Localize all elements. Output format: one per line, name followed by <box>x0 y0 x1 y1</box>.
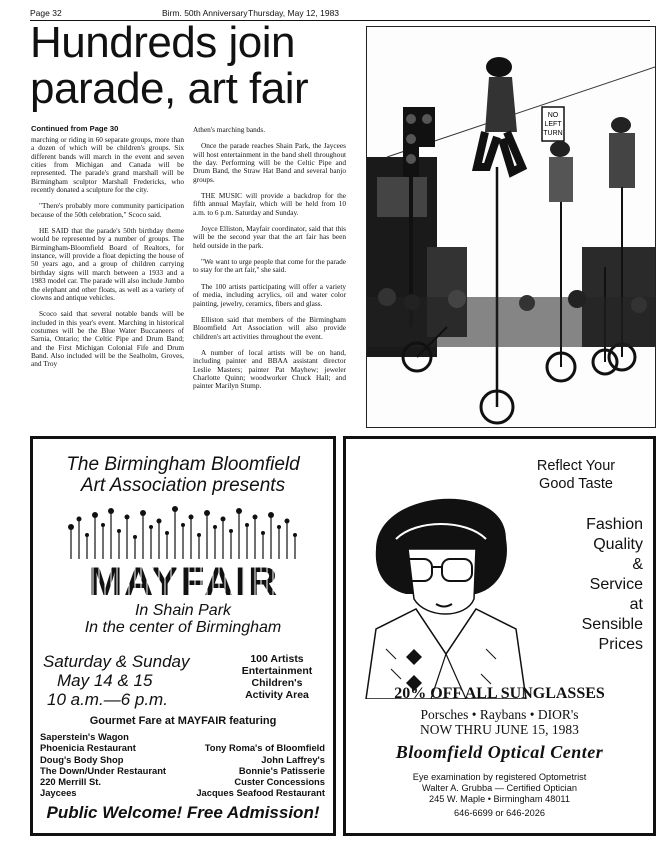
ad-feature: Children's <box>251 677 303 689</box>
restaurant-name: Jaycees <box>40 787 77 799</box>
paragraph: "We want to urge people that come for the parade to stay for the art fair," she said. <box>193 257 346 275</box>
optical-address: 245 W. Maple • Birmingham 48011 <box>429 794 570 804</box>
optical-brands: Porsches • Raybans • DIOR's <box>420 707 579 722</box>
optical-feature: Service <box>589 576 643 593</box>
tagline-line-2: Good Taste <box>539 476 613 492</box>
ad-welcome: Public Welcome! Free Admission! <box>46 803 320 822</box>
publication-name: Birm. 50th Anniversary <box>162 8 248 18</box>
ad-location-1: In Shain Park <box>134 602 232 619</box>
optical-sale: 20% OFF ALL SUNGLASSES <box>394 685 605 702</box>
ad-restaurants-right <box>173 731 325 799</box>
ad-gourmet-heading: Gourmet Fare at MAYFAIR featuring <box>89 715 277 727</box>
continued-from-label: Continued from Page 30 <box>31 124 119 133</box>
mayfair-logo-text: MAYFAIR <box>88 560 280 601</box>
article-column-1 <box>31 136 184 377</box>
publication-date: Thursday, May 12, 1983 <box>248 8 340 18</box>
paragraph: Athen's marching bands. <box>193 125 266 134</box>
tagline-line-1: Reflect Your <box>536 458 616 474</box>
restaurant-name: Tony Roma's of Bloomfield <box>204 742 325 754</box>
sign-text-3: TURN <box>543 130 563 137</box>
parade-photo-illustration <box>367 27 655 427</box>
paragraph: Once the parade reaches Shain Park, the Jaycees will host entertainment in the band shell throughout the day. Performing will be the Celtic Pipe and Drum Band, the Straw Hat Band and several banjo groups. <box>193 141 346 184</box>
restaurant-name: Bonnie's Patisserie <box>238 764 325 776</box>
article-column-2 <box>193 126 346 399</box>
restaurant-name <box>173 731 325 742</box>
ad-presenter-line-1: The Birmingham Bloomfield <box>66 454 300 475</box>
restaurant-name: Custer Concessions <box>234 776 325 788</box>
optical-exam: Eye examination by registered Optometrist <box>412 772 587 782</box>
paragraph: Joyce Elliston, Mayfair coordinator, said that this will be the second year that the art fair has been held outside in the park. <box>193 224 346 250</box>
ad-presenter-line-2: Art Association presents <box>80 475 286 496</box>
ad-feature: Entertainment <box>241 665 313 677</box>
restaurant-name: Doug's Body Shop <box>40 753 124 765</box>
ad-hours: 10 a.m.—6 p.m. <box>47 690 168 709</box>
paragraph: Scoco said that several notable bands will be included in this year's event. Marching in historical costumes will be the Blue Water Buccaneers of Sarnia, Ontario; the Celtic Pipe and Drum Band; and the First Michigan Colonial Fife and Drum Band. Also included will be the Sealholm, Groves, and Troy <box>31 309 184 369</box>
paragraph: The 100 artists participating will offer a variety of media, including acrylics, oil and water color painting, jewelry, ceramics, fibers and glass. <box>193 281 346 308</box>
woman-illustration <box>356 479 531 699</box>
ad-location-2: In the center of Birmingham <box>84 619 282 636</box>
paragraph: HE SAID that the parade's 50th birthday theme would be represented by a number of groups. The Birmingham-Bloomfield Board of Realtors, for instance, will provide a float depicting the house of 50 years ago, and a group of children carrying birthday signs will march between a 1933 and a 1983 model car. The parade will also include Jumbo the elephant and other floats, as well as a variety of clowns and antique vehicles. <box>31 226 184 302</box>
sign-text-2: LEFT <box>544 121 562 128</box>
optical-tagline <box>496 457 656 493</box>
headline-line-1: Hundreds join <box>30 18 295 67</box>
ad-days: Saturday & Sunday <box>43 652 190 671</box>
parade-photo <box>366 26 656 428</box>
article-headline <box>30 20 360 112</box>
restaurant-name: Saperstein's Wagon <box>40 731 129 742</box>
optical-feature: Sensible <box>581 616 643 633</box>
optical-optician: Walter A. Grubba — Certified Optician <box>422 783 577 793</box>
restaurant-name: The Down/Under Restaurant <box>40 764 167 776</box>
paragraph: "There's probably more community participation because of the 50th celebration," Scoco said. <box>31 201 184 219</box>
restaurant-name: Phoenicia Restaurant <box>40 742 136 754</box>
paragraph: A number of local artists will be on hand, including painter and BBAA assistant director Leslie Masters; painter Pat Mayhew; jeweler Charlotte Quinn; woodworker Chuck Hall; and painter Marilyn Stump. <box>193 347 346 391</box>
paragraph: marching or riding in 60 separate groups, more than a dozen of which will be children's groups. Six different bands will march in the event and seven cities from Michigan and Canada will be represented. The parade's grand marshall will be Birmingham sculptor Marshall Fredericks, who recently donated a sculpture for the city. <box>31 135 184 195</box>
sign-text-1: NO <box>547 112 559 119</box>
mayfair-logo <box>61 499 307 601</box>
headline-line-2: parade, art fair <box>30 64 309 113</box>
optical-feature: & <box>632 556 643 573</box>
ad-feature: Activity Area <box>245 689 309 701</box>
optical-feature: at <box>629 596 643 613</box>
ad-feature: 100 Artists <box>250 653 304 665</box>
optical-feature: Quality <box>593 536 643 553</box>
restaurant-name: 220 Merrill St. <box>40 776 101 788</box>
optical-store-name: Bloomfield Optical Center <box>395 742 604 762</box>
page-number: Page 32 <box>30 8 62 18</box>
optical-phone: 646-6699 or 646-2026 <box>454 808 545 818</box>
paragraph: Elliston said that members of the Birmingham Bloomfield Art Association will also provide children's art activities throughout the event. <box>193 314 346 341</box>
mayfair-ad <box>30 436 336 836</box>
optical-feature: Prices <box>598 636 643 653</box>
paragraph: THE MUSIC will provide a backdrop for the fifth annual Mayfair, which will be held from 10 a.m. to 6 p.m. Saturday and Sunday. <box>193 191 346 217</box>
optical-sale-dates: NOW THRU JUNE 15, 1983 <box>420 722 579 737</box>
ad-dates: May 14 & 15 <box>57 671 153 690</box>
optical-ad <box>343 436 656 836</box>
ad-restaurants-left <box>40 731 166 799</box>
restaurant-name: John Laffrey's <box>261 753 325 765</box>
optical-feature: Fashion <box>586 516 643 533</box>
restaurant-name: Jacques Seafood Restaurant <box>196 787 325 799</box>
